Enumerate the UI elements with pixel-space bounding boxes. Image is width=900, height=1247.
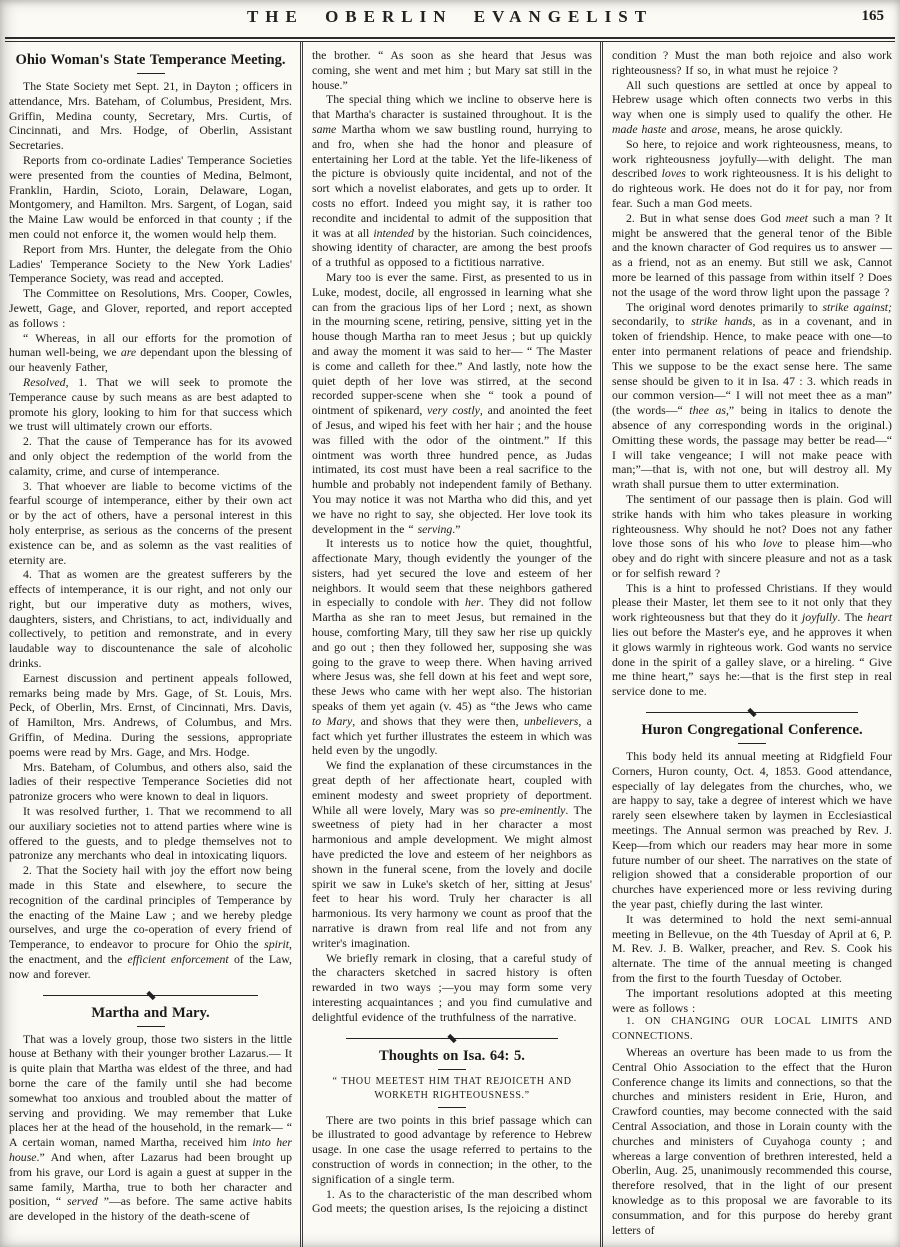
heading-rule <box>137 1026 165 1027</box>
paragraph: Mary too is ever the same. First, as presented to us in Luke, modest, docile, all engrossed in learning what she can from the gracious lips of her Lord ; next, as shown in the mourning scene, retiring, pensive, sitting yet in the house though Martha ran to meet Jesus ; but up quickly and away the moment it was said to her— “ The Master is come and calleth for thee.” And lastly, note how the quiet depth of her love was stirred, at the second recorded supper-scene when she “ took a pound of ointment of spikenard, very costly, and anointed the feet of Jesus, and wiped his feet with her hair ; and the house was filled with the odor of the ointment.” If this ointment was worth three hundred pence, as Judas intimated, its cost must have been a real sacrifice to the humble and probably not independent family of Bethany. You may notice it was not Martha who did this, and yet we have no right to say, she objected. Her love took its development in the “ serving.” <box>312 269 592 536</box>
paragraph: 4. That as women are the greatest sufferers by the effects of intemperance, it is our right, and not only our right, but our imperative duty as mothers, wives, daughters, sisters, and Christians, to act, individually and collectively, to petition and remonstrate, and in every laudable way to discountenance the sale of alcoholic drinks. <box>9 567 292 671</box>
paragraph: The important resolutions adopted at this meeting were as follows : <box>612 985 892 1015</box>
paragraph: 2. That the Society hail with joy the effort now being made in this State and elsewhere, to secure the recognition of the cardinal principles of Temperance by the enacting of the Maine Law ; and we hereby pledge ourselves, and urge the co-operation of every friend of Temperance, to endeavor to procure for Ohio the spirit, the enactment, and the efficient enforcement of the Law, now and forever. <box>9 863 292 981</box>
short-rule <box>438 1107 466 1108</box>
column-1 <box>0 42 300 1247</box>
resolution-heading: 1. ON CHANGING OUR LOCAL LIMITS AND CONNECTIONS. <box>612 1016 892 1043</box>
article-heading: Thoughts on Isa. 64: 5. <box>379 1047 525 1064</box>
paragraph: Reports from co-ordinate Ladies' Temperance Societies were presented from the counties of Medina, Belmont, Franklin, Hardin, Scioto, Lorain, Delaware, Logan, Montgomery, and Hamilton. Mrs. Sargent, of Logan, said the Maine Law would be enforced in that county ; if the men could not enforce it, the women would help them. <box>9 152 292 241</box>
page-header <box>0 0 900 32</box>
section-divider <box>646 706 858 718</box>
paragraph: This body held its annual meeting at Ridgfield Four Corners, Huron county, Oct. 4, 1853. Good attendance, especially of lay delegates from the churches, who, we are happy to say, take a degree of interest which we have rarely seen elsewhere taken by laymen in Ecclesiastical meetings. The Annual sermon was preached by Rev. J. Keep—from which our readers may hear more in some future number of our sheet. The narratives on the state of religion showed that a considerable proportion of our churches have experienced more or less reviving during the year past, chiefly during the last winter. <box>612 749 892 912</box>
paragraph: The special thing which we incline to observe here is that Martha's character is sustained throughout. It is the same Martha whom we saw bustling round, hurrying to and fro, when she had the honor and pleasure of entertaining her Lord at the table. Yet the life-likeness of the picture is obviously quite incidental, and not of the sort which a novelist elaborates, and gets up to order. It costs no effort. Indeed you might say, it is rather too recondite and incidental to admit of the supposition that it was at all intended by the historian. Such coincidences, showing identity of character, are among the best proofs of a truthful as opposed to a fictitious narrative. <box>312 92 592 270</box>
paragraph: It interests us to notice how the quiet, thoughtful, affectionate Mary, though evidently the younger of the sisters, had yet secured the love and esteem of her neighbors. It would seem that these neighbors gathered in especially to condole with her. They did not follow Martha as she ran to meet Jesus, but remained in the house, comforting Mary, till they saw her rise up quickly and go out ; then they followed her, supposing she was going to the grave to weep there. When having arrived where Jesus was, she fell down at his feet and wept sore, these Jews who came with her wept also. The historian speaks of them yet again (v. 45) as “the Jews who came to Mary, and shows that they were then, unbelievers, a fact which yet further illustrates the esteem in which was held even by the ungodly. <box>312 536 592 758</box>
paragraph: 1. As to the characteristic of the man described whom God meets; the question arises, Is the rejoicing a distinct <box>312 1186 592 1216</box>
paragraph: 2. That the cause of Temperance has for its avowed and only object the redemption of the world from the calamity, crime, and curse of intemperance. <box>9 434 292 478</box>
paragraph: We briefly remark in closing, that a careful study of the characters sketched in sacred history is often rewarded in two ways ;—you may form some very interesting acquaintances ; and you find cumulative and delightful evidence of the truthfulness of the narrative. <box>312 950 592 1024</box>
paragraph: There are two points in this brief passage which can be illustrated to good advantage by reference to Hebrew usage. In one case the usage referred to pertains to the construction of words in connection; in the other, to the signification of a single term. <box>312 1112 592 1186</box>
paragraph: Resolved, 1. That we will seek to promote the Temperance cause by such means as are best adapted to promote his glory, looking to him for that success which we trust will ultimately crown our efforts. <box>9 374 292 434</box>
column-container <box>0 42 900 1247</box>
section-divider <box>346 1032 558 1044</box>
paragraph: This is a hint to professed Christians. If they would please their Master, let them see to it not only that they work righteousness but that they do it joyfully. The heart lies out before the Master's eye, and he approves it when it glows warmly in righteous work. God wants no service done in the spirit of a galley slave, or a hireling. “ Give me thine heart,” says he:—that is the first step in real service done to me. <box>612 580 892 699</box>
paragraph: All such questions are settled at once by appeal to Hebrew usage which often connects two verbs in this way when one is simply used to qualify the other. He made haste and arose, means, he arose quickly. <box>612 77 892 136</box>
paragraph: Mrs. Bateham, of Columbus, and others also, said the ladies of their respective Temperance Societies did not patronize grocers who were known to deal in liquors. <box>9 759 292 804</box>
section-divider <box>43 989 258 1001</box>
heading-rule <box>738 743 766 744</box>
paragraph: The sentiment of our passage then is plain. God will strike hands with him who takes pleasure in working righteousness. Why should he not? Does not any father love those sons of his who love to please him—who obey and do right with sincere pleasure and not as a task or for selfish reward ? <box>612 491 893 580</box>
masthead-title: THE OBERLIN EVANGELIST <box>246 7 654 26</box>
paragraph: The Committee on Resolutions, Mrs. Cooper, Cowles, Jewett, Gage, and Glover, reported, and report accepted as follows : <box>9 286 292 330</box>
column-2 <box>300 42 600 1247</box>
paragraph: The State Society met Sept. 21, in Dayton ; officers in attendance, Mrs. Bateham, of Columbus, President, Mrs. Griffin, Medina county, Secretary, Mrs. Curtis, of Cincinnati, and Mrs. Hodge, of Oberlin, Assistant Secretaries. <box>9 79 292 153</box>
paragraph: 3. That whoever are liable to become victims of the fearful scourge of intemperance, either by their own act or by the act of others, have a personal interest in this holy enterprise, as serious as the concerns of the present existence can be, and as solemn as the vast realities of eternity are. <box>9 478 292 567</box>
heading-rule <box>137 73 165 74</box>
paragraph: Whereas an overture has been made to us from the Central Ohio Association to the effect that the Huron Conference change its limits and connections, so that the churches and ministers resident in Erie, Huron, and Crawford counties, may become connected with the said Central Association, and those in Lorain county with the churches and ministers of Cuyahoga county ; and whereas a large convention of brethren interested, held a Oberlin, Aug. 25, unanimously recommended this course, therefore resolved, that in the light of our present knowledge as to this proposal we are favorable to its consummation, and for this purpose do hereby grant letters of <box>612 1045 892 1237</box>
page-number: 165 <box>861 8 884 24</box>
column-3 <box>600 42 900 1247</box>
article-heading: Martha and Mary. <box>91 1004 210 1021</box>
article-heading: Ohio Woman's State Temperance Meeting. <box>15 52 286 68</box>
paragraph: “ Whereas, in all our efforts for the promotion of human well-being, we are dependant upon the blessing of our heavenly Father, <box>9 330 292 375</box>
article-heading: Huron Congregational Conference. <box>641 722 863 739</box>
paragraph: Earnest discussion and pertinent appeals followed, remarks being made by Mrs. Gage, of St. Louis, Mrs. Peck, of Oberlin, Mrs. Ernst, of Cincinnati, Mrs. Davis, of Hamilton, Mrs. Andrews, of Columbus, and Mrs. Griffin, of Medina. During the sessions, appropriate poems were read by Mrs. Gage, and Mrs. Hodge. <box>9 670 292 759</box>
paragraph: That was a lovely group, those two sisters in the little house at Bethany with their younger brother Lazarus.— It is quite plain that Martha was eldest of the three, and had borne the care of the family until she had become somewhat too anxious and troubled about the matter of serving and providing. We may remember that Luke places her at the head of the household, in the remark— “ A certain woman, named Martha, received him into her house.” And when, after Lazarus had been brought up from his grave, our Lord is again a guest at supper in the same family, Martha, true to both her character and position, “ served ”—as before. The same active habits are developed in the history of the death-scene of <box>9 1031 293 1224</box>
paragraph: It was determined to hold the next semi-annual meeting in Bellevue, on the 4th Tuesday of April at 6, P. M. Rev. J. B. Walker, preacher, and Rev. S. Cook his alternate. The time of the annual meeting is changed from the first to the fourth Tuesday of October. <box>612 911 892 986</box>
scripture-epigraph: “ THOU MEETEST HIM THAT REJOICETH AND WORKETH RIGHTEOUSNESS.” <box>332 1075 572 1101</box>
paragraph: condition ? Must the man both rejoice and also work righteousness? If so, in what must he rejoice ? <box>612 48 892 77</box>
paragraph: the brother. “ As soon as she heard that Jesus was coming, she went and met him ; but Mary sat still in the house.” <box>312 48 592 92</box>
paragraph: Report from Mrs. Hunter, the delegate from the Ohio Ladies' Temperance Society to the New York Ladies' Temperance Society, was read and accepted. <box>9 241 292 286</box>
paragraph: It was resolved further, 1. That we recommend to all our auxiliary societies not to attend parties where wine is offered to the guests, and to pledge themselves not to patronize any merchants who deal in intoxicating liquors. <box>9 804 292 863</box>
paragraph: So here, to rejoice and work righteousness, means, to work righteousness joyfully—with delight. The man described loves to work righteousness. It is his delight to do righteous work. He does not do it for pay, nor from fear. Such a man God meets. <box>612 136 893 210</box>
heading-rule <box>438 1069 466 1070</box>
paragraph: We find the explanation of these circumstances in the great depth of her affectionate heart, coupled with eminent modesty and sweet propriety of deportment. While all were lovely, Mary was so pre-eminently. The sweetness of piety had in her character a most harmonious and ample development. We might almost have predicted the love and esteem of her neighbors as shown in the funeral scene, from the lovely and docile spirit we saw in Luke's sketch of her, sitting at Jesus' feet to hear his word. Truly her character is all harmonious. Its very harmony we count as proof that the narrative is drawn from real life and not from any writer's imagination. <box>312 758 592 950</box>
paragraph: The original word denotes primarily to strike against; secondarily, to strike hands, as in a covenant, and in token of friendship. Hence, to make peace with one—to enter into permanent relations of peace and friendship. This we suppose to be the exact sense here. The same sense should be given to it in Isa. 47 : 3. which reads in our common version—“ I will not meet thee as a man” (the words—“ thee as,” being in italics to denote the absence of any corresponding words in the original.) Omitting these words, the passage may better be read—“ I will take vengeance; I will not make peace with man;”—that is, with not one, but will destroy all. My wrath shall pursue them to utter extermination. <box>612 299 893 492</box>
paragraph: 2. But in what sense does God meet such a man ? It might be answered that the general tenor of the Bible and the known character of God requires us to answer —as a friend, not as an enemy. But still we ask, Cannot more be learned of this passage from within itself ? Does not the usage of the word throw light upon the passage ? <box>612 210 893 299</box>
